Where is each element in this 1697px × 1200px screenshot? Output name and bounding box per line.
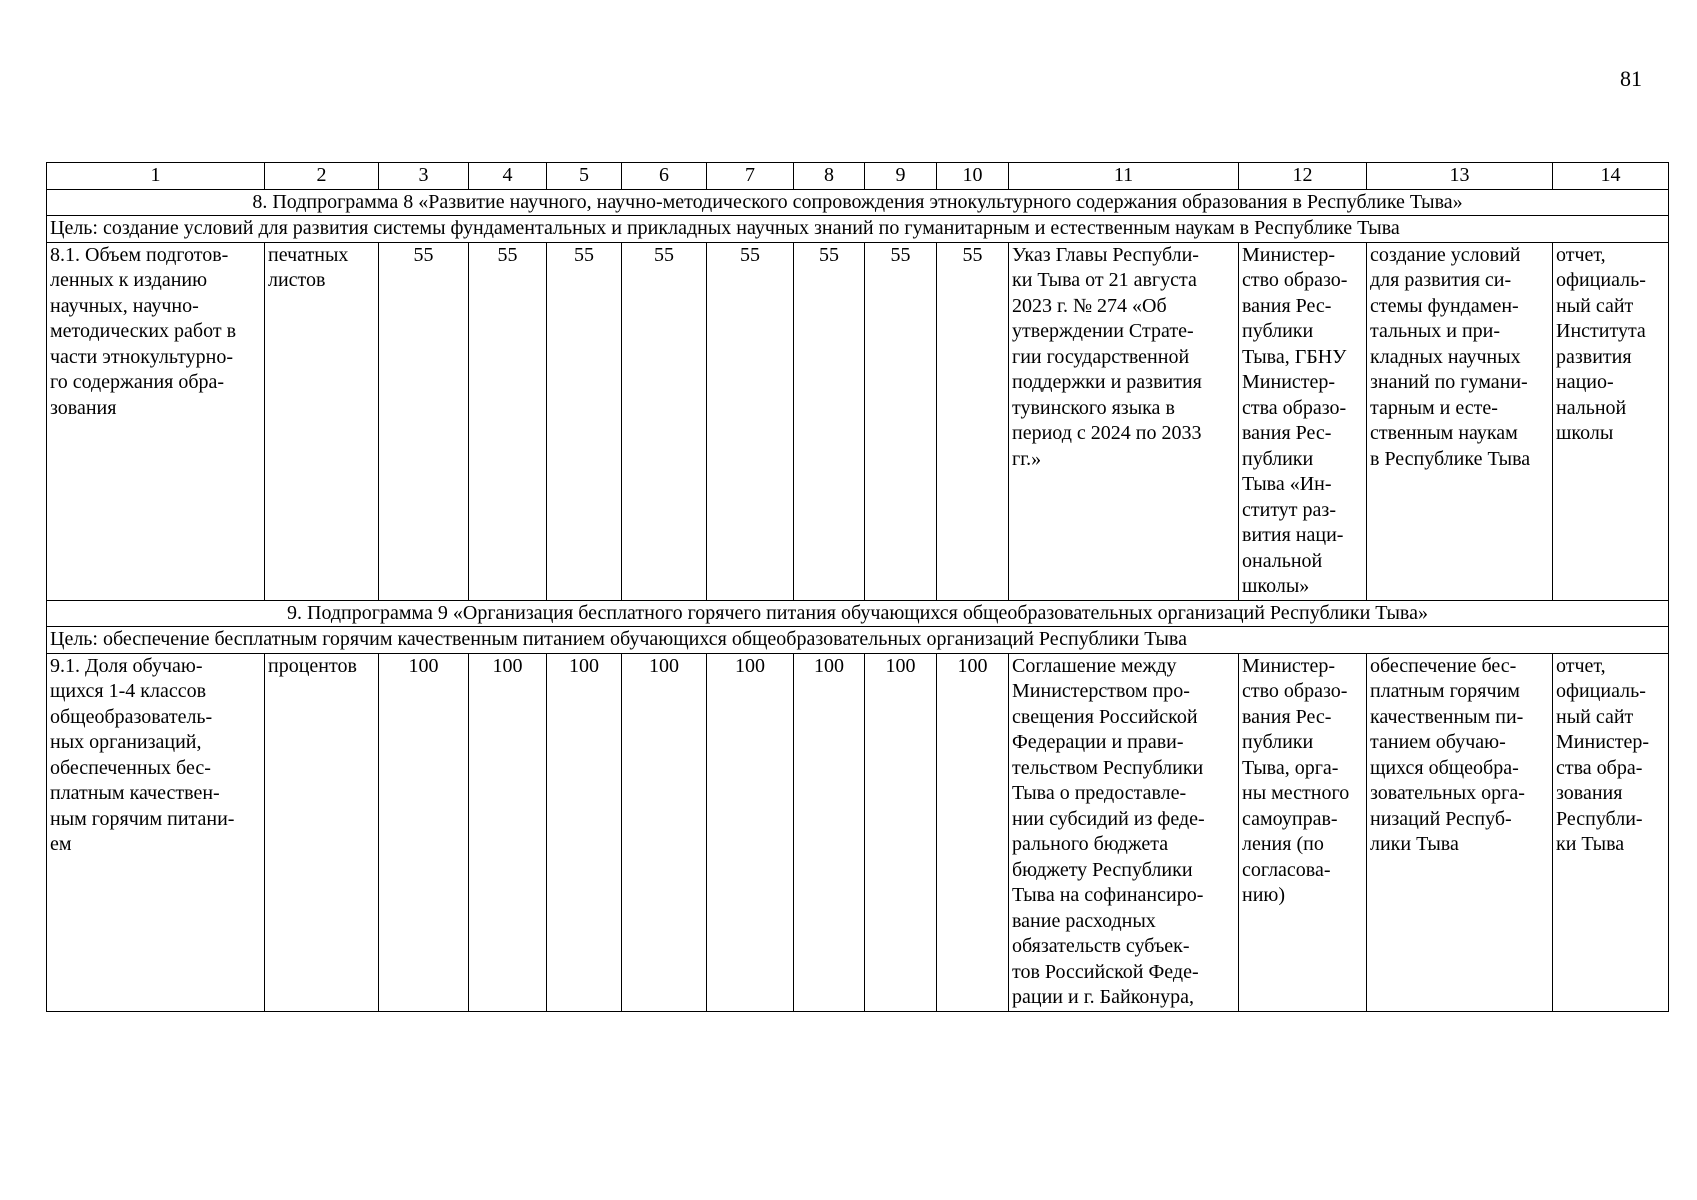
goal-link-cell: создание условий для развития си- стемы фундамен- тальных и при- кладных научных знаний по гумани- тарным и есте- ственным наукам в Республике Тыва bbox=[1367, 242, 1553, 600]
value-cell: 55 bbox=[622, 242, 707, 600]
value-cell: 55 bbox=[547, 242, 622, 600]
column-header: 4 bbox=[469, 163, 547, 190]
subprogram-8-goal: Цель: создание условий для развития системы фундаментальных и прикладных научных знаний по гуманитарным и естественным наукам в Республике Тыва bbox=[47, 216, 1669, 243]
column-header: 12 bbox=[1239, 163, 1367, 190]
subprogram-9-title: 9. Подпрограмма 9 «Организация бесплатного горячего питания обучающихся общеобразовательных организаций Республики Тыва» bbox=[47, 600, 1669, 627]
column-header: 8 bbox=[794, 163, 865, 190]
column-header: 7 bbox=[707, 163, 794, 190]
value-cell: 100 bbox=[469, 653, 547, 1011]
subprogram-8-title: 8. Подпрограмма 8 «Развитие научного, научно-методического сопровождения этнокультурного содержания образования в Республике Тыва» bbox=[47, 189, 1669, 216]
value-cell: 100 bbox=[865, 653, 937, 1011]
reporting-cell: отчет, официаль- ный сайт Министер- ства обра- зования Республи- ки Тыва bbox=[1553, 653, 1669, 1011]
basis-cell: Указ Главы Республи- ки Тыва от 21 августа 2023 г. № 274 «Об утверждении Страте- гии государственной поддержки и развития тувинского языка в период с 2024 по 2033 гг.» bbox=[1009, 242, 1239, 600]
column-header: 14 bbox=[1553, 163, 1669, 190]
section-goal-row bbox=[47, 627, 1669, 654]
indicator-cell: 9.1. Доля обучаю- щихся 1-4 классов общеобразователь- ных организаций, обеспеченных бес- платным качествен- ным горячим питани- ем bbox=[47, 653, 265, 1011]
responsible-cell: Министер- ство образо- вания Рес- публики Тыва, ГБНУ Министер- ства образо- вания Рес- публики Тыва «Ин- ститут раз- вития наци- ональной школы» bbox=[1239, 242, 1367, 600]
value-cell: 55 bbox=[707, 242, 794, 600]
subprogram-9-goal: Цель: обеспечение бесплатным горячим качественным питанием обучающихся общеобразовательных организаций Республики Тыва bbox=[47, 627, 1669, 654]
column-header: 13 bbox=[1367, 163, 1553, 190]
table-row bbox=[47, 242, 1669, 600]
column-header: 2 bbox=[265, 163, 379, 190]
column-header: 3 bbox=[379, 163, 469, 190]
value-cell: 100 bbox=[794, 653, 865, 1011]
section-title-row bbox=[47, 189, 1669, 216]
section-goal-row bbox=[47, 216, 1669, 243]
column-header: 5 bbox=[547, 163, 622, 190]
value-cell: 55 bbox=[379, 242, 469, 600]
value-cell: 55 bbox=[865, 242, 937, 600]
column-header: 1 bbox=[47, 163, 265, 190]
basis-cell: Соглашение между Министерством про- свещения Российской Федерации и прави- тельством Республики Тыва о предоставле- нии субсидий из феде- рального бюджета бюджету Республики Тыва на софинансиро- вание расходных обязательств субъек- тов Российской Феде- рации и г. Байконура, bbox=[1009, 653, 1239, 1011]
column-header: 11 bbox=[1009, 163, 1239, 190]
column-number-row bbox=[47, 163, 1669, 190]
indicators-table bbox=[46, 162, 1669, 1012]
value-cell: 100 bbox=[622, 653, 707, 1011]
reporting-cell: отчет, официаль- ный сайт Института развития нацио- нальной школы bbox=[1553, 242, 1669, 600]
value-cell: 100 bbox=[547, 653, 622, 1011]
unit-cell: печатных листов bbox=[265, 242, 379, 600]
section-title-row bbox=[47, 600, 1669, 627]
indicator-cell: 8.1. Объем подготов- ленных к изданию научных, научно- методических работ в части этнокультурно- го содержания обра- зования bbox=[47, 242, 265, 600]
value-cell: 55 bbox=[937, 242, 1009, 600]
value-cell: 55 bbox=[794, 242, 865, 600]
page-number: 81 bbox=[1620, 66, 1642, 91]
column-header: 6 bbox=[622, 163, 707, 190]
column-header: 9 bbox=[865, 163, 937, 190]
table-row bbox=[47, 653, 1669, 1011]
responsible-cell: Министер- ство образо- вания Рес- публики Тыва, орга- ны местного самоуправ- ления (по согласова- нию) bbox=[1239, 653, 1367, 1011]
value-cell: 100 bbox=[937, 653, 1009, 1011]
value-cell: 55 bbox=[469, 242, 547, 600]
goal-link-cell: обеспечение бес- платным горячим качественным пи- танием обучаю- щихся общеобра- зовательных орга- низаций Респуб- лики Тыва bbox=[1367, 653, 1553, 1011]
value-cell: 100 bbox=[379, 653, 469, 1011]
value-cell: 100 bbox=[707, 653, 794, 1011]
unit-cell: процентов bbox=[265, 653, 379, 1011]
column-header: 10 bbox=[937, 163, 1009, 190]
